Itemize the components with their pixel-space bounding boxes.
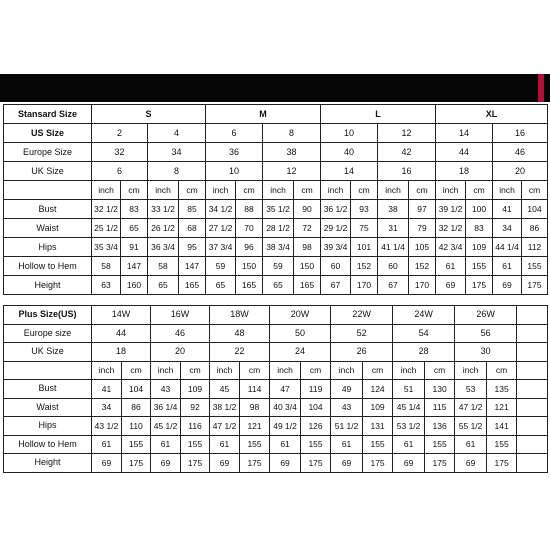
measure-value: 67 xyxy=(378,276,409,295)
measure-value: 41 xyxy=(92,380,122,399)
europe-size-value: 54 xyxy=(393,324,455,343)
size-value: 2 xyxy=(92,124,148,143)
unit-cm: cm xyxy=(240,361,270,380)
measure-label: Bust xyxy=(4,200,92,219)
unit-cm: cm xyxy=(181,361,210,380)
measure-label: Hollow to Hem xyxy=(4,435,92,454)
measure-label: Bust xyxy=(4,380,92,399)
measure-value: 32 1/2 xyxy=(92,200,121,219)
measure-value: 43 xyxy=(151,380,181,399)
blank-cell xyxy=(517,380,548,399)
table-row xyxy=(4,398,548,417)
measure-value: 29 1/2 xyxy=(321,219,351,238)
measure-value: 114 xyxy=(240,380,270,399)
measure-value: 49 1/2 xyxy=(270,417,301,436)
unit-inch: inch xyxy=(436,181,466,200)
table-row xyxy=(4,276,548,295)
row-label: UK Size xyxy=(4,162,92,181)
measure-value: 147 xyxy=(179,257,206,276)
blank-cell xyxy=(517,398,548,417)
measure-value: 152 xyxy=(351,257,378,276)
measure-value: 88 xyxy=(236,200,263,219)
measure-value: 34 1/2 xyxy=(206,200,236,219)
measure-value: 40 3/4 xyxy=(270,398,301,417)
row-label: UK Size xyxy=(4,343,92,362)
measure-value: 112 xyxy=(522,238,548,257)
table-row xyxy=(4,143,548,162)
measure-value: 155 xyxy=(466,257,493,276)
measure-value: 41 xyxy=(493,200,522,219)
table-row xyxy=(4,454,548,473)
table-row xyxy=(4,306,548,325)
measure-value: 150 xyxy=(294,257,321,276)
measure-value: 165 xyxy=(294,276,321,295)
header-accent xyxy=(538,74,544,102)
unit-inch: inch xyxy=(148,181,179,200)
unit-cm: cm xyxy=(121,181,148,200)
measure-value: 121 xyxy=(240,417,270,436)
size-group-header: S xyxy=(92,105,206,124)
measure-value: 155 xyxy=(301,435,331,454)
plus-size-header: 14W xyxy=(92,306,151,325)
size-value: 16 xyxy=(378,162,436,181)
size-value: 46 xyxy=(493,143,548,162)
measure-value: 95 xyxy=(179,238,206,257)
measure-value: 61 xyxy=(92,435,122,454)
blank-cell xyxy=(517,343,548,362)
measure-value: 155 xyxy=(363,435,393,454)
plus-size-header: 24W xyxy=(393,306,455,325)
measure-value: 93 xyxy=(351,200,378,219)
measure-value: 35 3/4 xyxy=(92,238,121,257)
uk-size-value: 26 xyxy=(331,343,393,362)
unit-cm: cm xyxy=(301,361,331,380)
measure-value: 116 xyxy=(181,417,210,436)
plus-size-header: 22W xyxy=(331,306,393,325)
measure-value: 105 xyxy=(409,238,436,257)
measure-value: 170 xyxy=(409,276,436,295)
measure-value: 75 xyxy=(351,219,378,238)
measure-value: 63 xyxy=(92,276,121,295)
measure-value: 53 1/2 xyxy=(393,417,425,436)
europe-size-value: 52 xyxy=(331,324,393,343)
unit-inch: inch xyxy=(270,361,301,380)
measure-value: 60 xyxy=(378,257,409,276)
measure-value: 110 xyxy=(122,417,151,436)
uk-size-value: 28 xyxy=(393,343,455,362)
measure-value: 72 xyxy=(294,219,321,238)
table-row xyxy=(4,181,548,200)
measure-value: 175 xyxy=(522,276,548,295)
unit-inch: inch xyxy=(263,181,294,200)
measure-value: 25 1/2 xyxy=(92,219,121,238)
measure-value: 155 xyxy=(425,435,455,454)
measure-value: 109 xyxy=(466,238,493,257)
measure-value: 165 xyxy=(236,276,263,295)
measure-value: 85 xyxy=(179,200,206,219)
unit-cm: cm xyxy=(351,181,378,200)
measure-value: 39 1/2 xyxy=(436,200,466,219)
measure-value: 59 xyxy=(263,257,294,276)
measure-value: 69 xyxy=(493,276,522,295)
measure-value: 175 xyxy=(122,454,151,473)
europe-size-value: 44 xyxy=(92,324,151,343)
measure-value: 175 xyxy=(363,454,393,473)
unit-inch: inch xyxy=(493,181,522,200)
measure-value: 175 xyxy=(425,454,455,473)
size-value: 38 xyxy=(263,143,321,162)
size-group-header: M xyxy=(206,105,321,124)
size-value: 10 xyxy=(321,124,378,143)
table-row xyxy=(4,380,548,399)
measure-value: 124 xyxy=(363,380,393,399)
measure-value: 141 xyxy=(487,417,517,436)
plus-size-header: 18W xyxy=(210,306,270,325)
unit-inch: inch xyxy=(92,361,122,380)
unit-cm: cm xyxy=(179,181,206,200)
measure-value: 47 1/2 xyxy=(455,398,487,417)
measure-value: 69 xyxy=(331,454,363,473)
measure-value: 61 xyxy=(270,435,301,454)
measure-value: 58 xyxy=(148,257,179,276)
size-value: 36 xyxy=(206,143,263,162)
unit-cm: cm xyxy=(122,361,151,380)
unit-cm: cm xyxy=(236,181,263,200)
measure-value: 34 xyxy=(493,219,522,238)
measure-value: 47 xyxy=(270,380,301,399)
measure-value: 130 xyxy=(425,380,455,399)
measure-value: 101 xyxy=(351,238,378,257)
measure-label: Hips xyxy=(4,238,92,257)
measure-value: 65 xyxy=(148,276,179,295)
measure-value: 147 xyxy=(121,257,148,276)
measure-value: 34 xyxy=(92,398,122,417)
measure-value: 43 1/2 xyxy=(92,417,122,436)
measure-value: 109 xyxy=(181,380,210,399)
measure-value: 65 xyxy=(263,276,294,295)
unit-inch: inch xyxy=(92,181,121,200)
plus-size-header: 20W xyxy=(270,306,331,325)
measure-value: 165 xyxy=(179,276,206,295)
measure-value: 49 xyxy=(331,380,363,399)
unit-cm: cm xyxy=(363,361,393,380)
measure-value: 160 xyxy=(121,276,148,295)
blank-cell xyxy=(517,417,548,436)
measure-value: 44 1/4 xyxy=(493,238,522,257)
uk-size-value: 24 xyxy=(270,343,331,362)
measure-value: 69 xyxy=(92,454,122,473)
measure-label: Height xyxy=(4,276,92,295)
table-row xyxy=(4,435,548,454)
measure-value: 26 1/2 xyxy=(148,219,179,238)
blank-cell xyxy=(517,454,548,473)
size-value: 20 xyxy=(493,162,548,181)
europe-size-value: 56 xyxy=(455,324,517,343)
measure-value: 41 1/4 xyxy=(378,238,409,257)
measure-value: 37 3/4 xyxy=(206,238,236,257)
plus-size-header: 16W xyxy=(151,306,210,325)
measure-label: Height xyxy=(4,454,92,473)
measure-value: 38 xyxy=(378,200,409,219)
measure-value: 152 xyxy=(409,257,436,276)
measure-value: 65 xyxy=(206,276,236,295)
size-group-header: XL xyxy=(436,105,548,124)
blank-cell xyxy=(517,435,548,454)
measure-value: 69 xyxy=(151,454,181,473)
size-value: 8 xyxy=(148,162,206,181)
row-label: Europe size xyxy=(4,324,92,343)
size-value: 4 xyxy=(148,124,206,143)
measure-value: 43 xyxy=(331,398,363,417)
measure-value: 109 xyxy=(363,398,393,417)
measure-value: 45 1/4 xyxy=(393,398,425,417)
uk-size-value: 18 xyxy=(92,343,151,362)
measure-value: 104 xyxy=(122,380,151,399)
measure-value: 86 xyxy=(522,219,548,238)
measure-value: 61 xyxy=(493,257,522,276)
measure-label: Waist xyxy=(4,219,92,238)
size-value: 10 xyxy=(206,162,263,181)
measure-value: 175 xyxy=(466,276,493,295)
size-value: 8 xyxy=(263,124,321,143)
measure-value: 170 xyxy=(351,276,378,295)
measure-value: 104 xyxy=(301,398,331,417)
size-value: 34 xyxy=(148,143,206,162)
measure-value: 45 xyxy=(210,380,240,399)
unit-cm: cm xyxy=(425,361,455,380)
header-bar xyxy=(0,74,550,102)
plus-size-table xyxy=(3,305,548,473)
uk-size-value: 22 xyxy=(210,343,270,362)
measure-value: 61 xyxy=(436,257,466,276)
measure-value: 55 1/2 xyxy=(455,417,487,436)
measure-value: 61 xyxy=(455,435,487,454)
measure-value: 61 xyxy=(393,435,425,454)
table-row xyxy=(4,238,548,257)
measure-value: 83 xyxy=(466,219,493,238)
table-row xyxy=(4,124,548,143)
size-value: 40 xyxy=(321,143,378,162)
measure-value: 69 xyxy=(436,276,466,295)
size-value: 44 xyxy=(436,143,493,162)
measure-value: 98 xyxy=(294,238,321,257)
measure-value: 68 xyxy=(179,219,206,238)
measure-value: 42 3/4 xyxy=(436,238,466,257)
blank-cell xyxy=(517,306,548,325)
measure-value: 98 xyxy=(240,398,270,417)
unit-inch: inch xyxy=(455,361,487,380)
measure-value: 38 3/4 xyxy=(263,238,294,257)
measure-value: 59 xyxy=(206,257,236,276)
size-value: 14 xyxy=(436,124,493,143)
measure-label: Hips xyxy=(4,417,92,436)
unit-cm: cm xyxy=(294,181,321,200)
measure-value: 155 xyxy=(240,435,270,454)
size-value: 42 xyxy=(378,143,436,162)
measure-value: 53 xyxy=(455,380,487,399)
measure-value: 86 xyxy=(122,398,151,417)
unit-cm: cm xyxy=(466,181,493,200)
europe-size-value: 46 xyxy=(151,324,210,343)
europe-size-value: 48 xyxy=(210,324,270,343)
table-row xyxy=(4,200,548,219)
unit-inch: inch xyxy=(206,181,236,200)
blank-cell xyxy=(4,361,92,380)
size-value: 6 xyxy=(206,124,263,143)
measure-value: 175 xyxy=(181,454,210,473)
measure-value: 97 xyxy=(409,200,436,219)
measure-value: 27 1/2 xyxy=(206,219,236,238)
measure-value: 67 xyxy=(321,276,351,295)
unit-inch: inch xyxy=(378,181,409,200)
measure-value: 175 xyxy=(487,454,517,473)
measure-value: 91 xyxy=(121,238,148,257)
measure-value: 155 xyxy=(122,435,151,454)
unit-inch: inch xyxy=(321,181,351,200)
standard-size-table xyxy=(3,104,548,295)
size-value: 32 xyxy=(92,143,148,162)
plus-size-header: 26W xyxy=(455,306,517,325)
measure-value: 135 xyxy=(487,380,517,399)
measure-value: 155 xyxy=(522,257,548,276)
measure-value: 90 xyxy=(294,200,321,219)
measure-value: 36 1/4 xyxy=(151,398,181,417)
measure-value: 38 1/2 xyxy=(210,398,240,417)
measure-value: 61 xyxy=(210,435,240,454)
size-value: 6 xyxy=(92,162,148,181)
table-row xyxy=(4,324,548,343)
measure-value: 60 xyxy=(321,257,351,276)
measure-value: 150 xyxy=(236,257,263,276)
measure-label: Hollow to Hem xyxy=(4,257,92,276)
measure-value: 61 xyxy=(151,435,181,454)
row-label: US Size xyxy=(4,124,92,143)
size-value: 12 xyxy=(378,124,436,143)
measure-value: 115 xyxy=(425,398,455,417)
measure-value: 58 xyxy=(92,257,121,276)
measure-value: 45 1/2 xyxy=(151,417,181,436)
measure-value: 175 xyxy=(301,454,331,473)
table-row xyxy=(4,417,548,436)
unit-inch: inch xyxy=(210,361,240,380)
size-value: 12 xyxy=(263,162,321,181)
measure-value: 51 xyxy=(393,380,425,399)
unit-inch: inch xyxy=(331,361,363,380)
table-row xyxy=(4,219,548,238)
measure-value: 121 xyxy=(487,398,517,417)
table-row xyxy=(4,162,548,181)
measure-value: 136 xyxy=(425,417,455,436)
unit-inch: inch xyxy=(393,361,425,380)
measure-value: 28 1/2 xyxy=(263,219,294,238)
measure-value: 32 1/2 xyxy=(436,219,466,238)
measure-value: 35 1/2 xyxy=(263,200,294,219)
measure-value: 83 xyxy=(121,200,148,219)
measure-label: Waist xyxy=(4,398,92,417)
measure-value: 31 xyxy=(378,219,409,238)
measure-value: 69 xyxy=(455,454,487,473)
measure-value: 96 xyxy=(236,238,263,257)
measure-value: 69 xyxy=(270,454,301,473)
size-value: 14 xyxy=(321,162,378,181)
measure-value: 119 xyxy=(301,380,331,399)
uk-size-value: 20 xyxy=(151,343,210,362)
unit-cm: cm xyxy=(522,181,548,200)
europe-size-value: 50 xyxy=(270,324,331,343)
size-value: 16 xyxy=(493,124,548,143)
measure-value: 36 1/2 xyxy=(321,200,351,219)
row-label: Europe Size xyxy=(4,143,92,162)
blank-cell xyxy=(517,324,548,343)
measure-value: 155 xyxy=(181,435,210,454)
uk-size-value: 30 xyxy=(455,343,517,362)
table-row xyxy=(4,343,548,362)
measure-value: 51 1/2 xyxy=(331,417,363,436)
table-row xyxy=(4,361,548,380)
measure-value: 79 xyxy=(409,219,436,238)
blank-cell xyxy=(4,181,92,200)
unit-cm: cm xyxy=(409,181,436,200)
measure-value: 70 xyxy=(236,219,263,238)
measure-value: 131 xyxy=(363,417,393,436)
measure-value: 47 1/2 xyxy=(210,417,240,436)
measure-value: 69 xyxy=(210,454,240,473)
measure-value: 61 xyxy=(331,435,363,454)
blank-cell xyxy=(517,361,548,380)
measure-value: 100 xyxy=(466,200,493,219)
unit-inch: inch xyxy=(151,361,181,380)
table-row xyxy=(4,257,548,276)
measure-value: 175 xyxy=(240,454,270,473)
measure-value: 65 xyxy=(121,219,148,238)
unit-cm: cm xyxy=(487,361,517,380)
table-title: Plus Size(US) xyxy=(4,306,92,325)
table-row xyxy=(4,105,548,124)
measure-value: 104 xyxy=(522,200,548,219)
measure-value: 155 xyxy=(487,435,517,454)
size-value: 18 xyxy=(436,162,493,181)
measure-value: 69 xyxy=(393,454,425,473)
measure-value: 126 xyxy=(301,417,331,436)
measure-value: 39 3/4 xyxy=(321,238,351,257)
size-group-header: L xyxy=(321,105,436,124)
measure-value: 92 xyxy=(181,398,210,417)
measure-value: 33 1/2 xyxy=(148,200,179,219)
measure-value: 36 3/4 xyxy=(148,238,179,257)
table-title: Stansard Size xyxy=(4,105,92,124)
